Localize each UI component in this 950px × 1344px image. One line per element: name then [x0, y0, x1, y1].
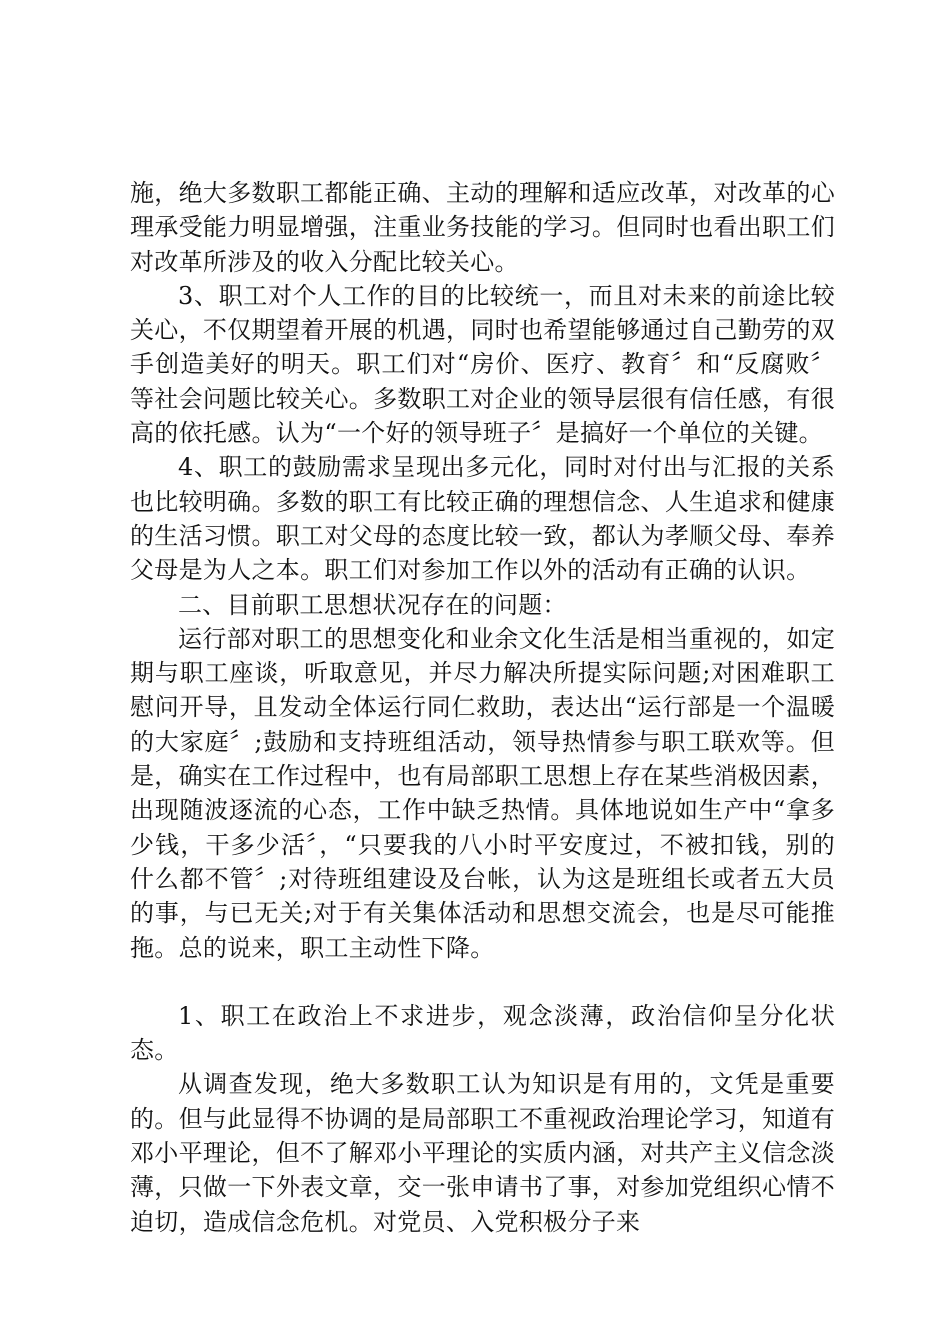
paragraph-problem-1-heading: 1、职工在政治上不求进步，观念淡薄，政治信仰呈分化状态。 — [130, 1001, 835, 1065]
paragraph-survey-findings: 从调查发现，绝大多数职工认为知识是有用的，文凭是重要的。但与此显得不协调的是局部职工不重视政治理论学习，知道有邓小平理论，但不了解邓小平理论的实质内涵，对共产主义信念淡薄，只做一下外表文章，交一张申请书了事，对参加党组织心情不迫切，造成信念危机。对党员、入党积极分子来 — [130, 1070, 835, 1236]
paragraph-item-4: 4、职工的鼓励需求呈现出多元化，同时对付出与汇报的关系也比较明确。多数的职工有比较正确的理想信念、人生追求和健康的生活习惯。职工对父母的态度比较一致，都认为孝顺父母、奉养父母是为人之本。职工们对参加工作以外的活动有正确的认识。 — [130, 453, 835, 585]
paragraph-problems-overview: 运行部对职工的思想变化和业余文化生活是相当重视的，如定期与职工座谈，听取意见，并尽力解决所提实际问题;对困难职工慰问开导，且发动全体运行同仁救助，表达出“运行部是一个温暖的大家庭〞;鼓励和支持班组活动，领导热情参与职工联欢等。但是，确实在工作过程中，也有局部职工思想上存在某些消极因素，出现随波逐流的心态，工作中缺乏热情。具体地说如生产中“拿多少钱，干多少活〞，“只要我的八小时平安度过，不被扣钱，别的什么都不管〞;对待班组建设及台帐，认为这是班组长或者五大员的事，与已无关;对于有关集体活动和思想交流会，也是尽可能推拖。总的说来，职工主动性下降。 — [130, 624, 835, 962]
document-body — [130, 176, 835, 1239]
paragraph-spacer — [130, 965, 835, 999]
section-heading-problems: 二、目前职工思想状况存在的问题： — [178, 590, 567, 619]
paragraph-continued-intro: 施，绝大多数职工都能正确、主动的理解和适应改革，对改革的心理承受能力明显增强，注重业务技能的学习。但同时也看出职工们对改革所涉及的收入分配比较关心。 — [130, 179, 835, 276]
paragraph-item-3: 3、职工对个人工作的目的比较统一，而且对未来的前途比较关心，不仅期望着开展的机遇，同时也希望能够通过自己勤劳的双手创造美好的明天。职工们对“房价、医疗、教育〞和“反腐败〞等社会问题比较关心。多数职工对企业的领导层很有信任感，有很高的依托感。认为“一个好的领导班子〞是搞好一个单位的关键。 — [130, 281, 835, 448]
